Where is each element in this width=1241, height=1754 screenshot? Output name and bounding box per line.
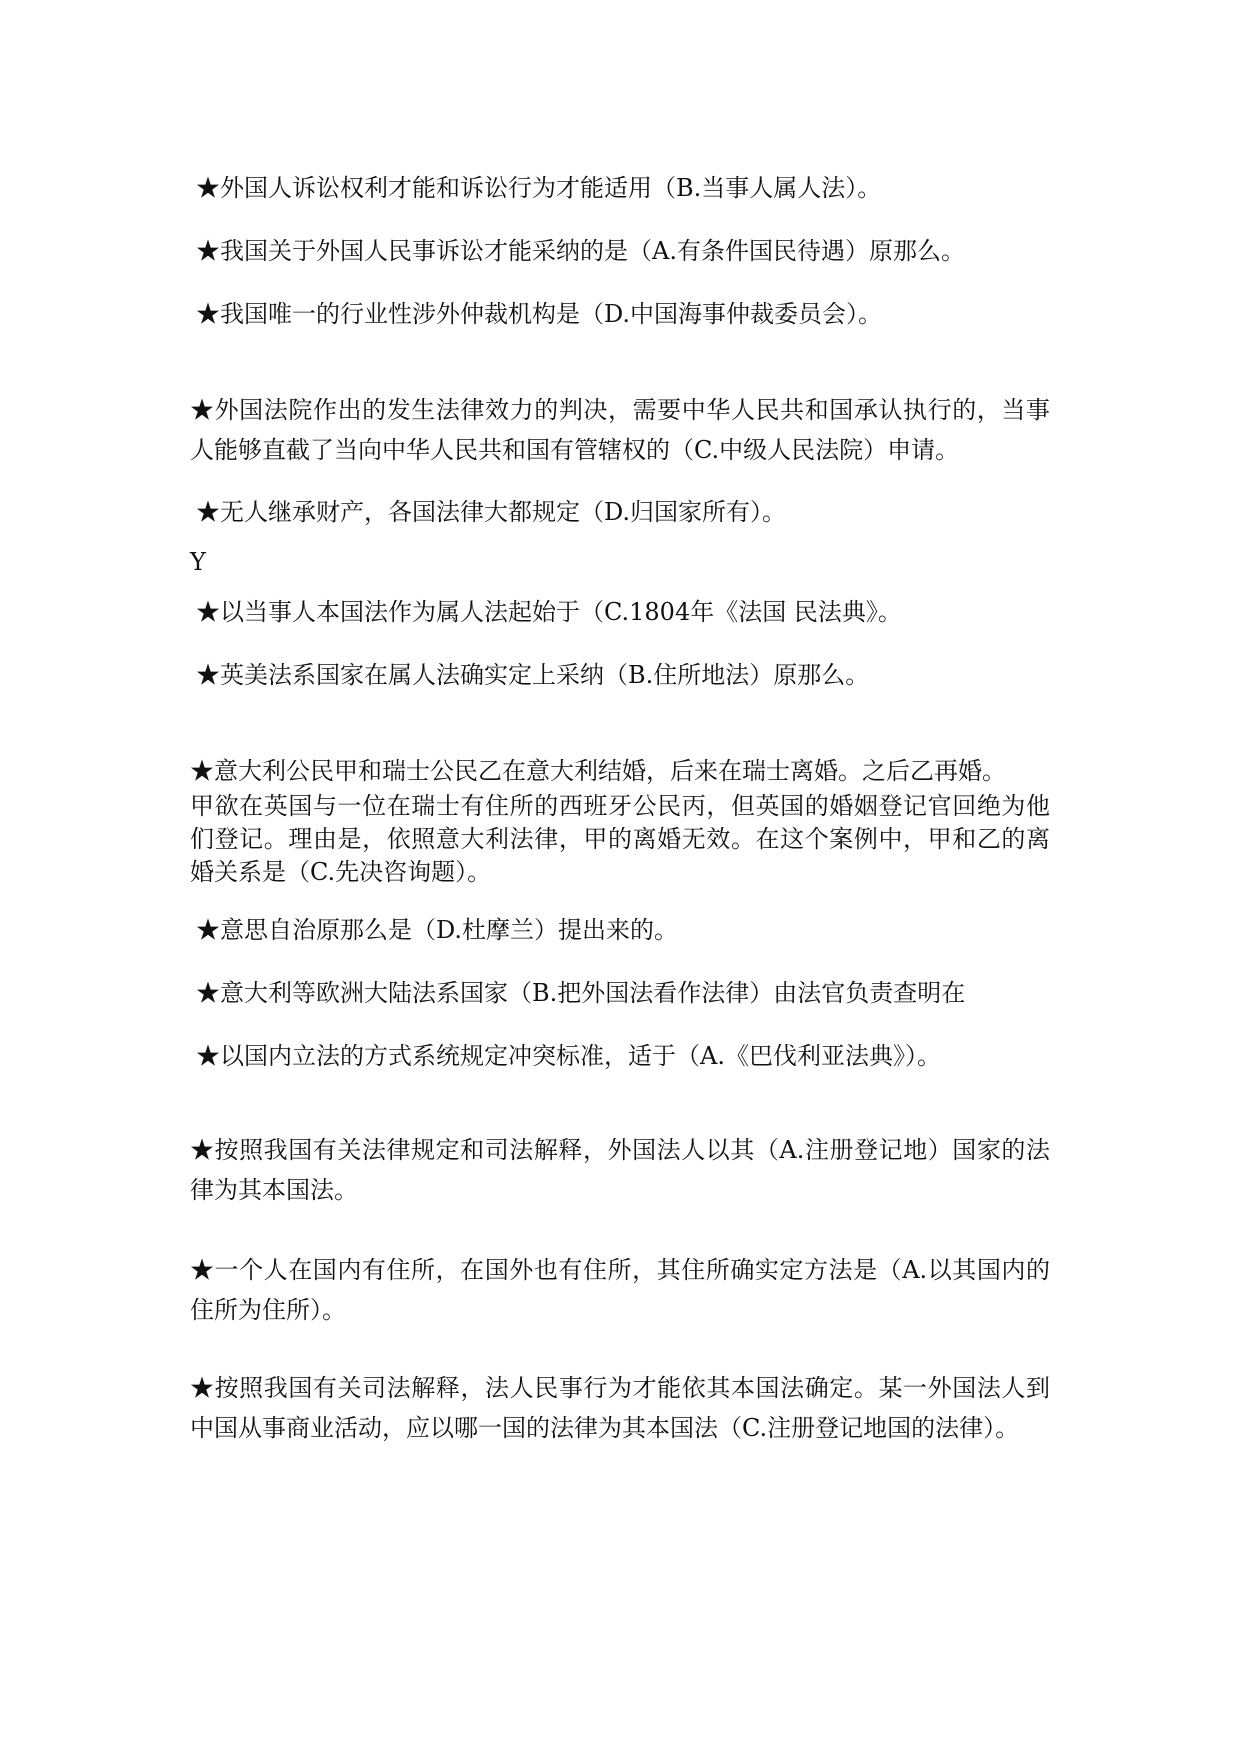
paragraph-2: ★我国关于外国人民事诉讼才能采纳的是（A.有条件国民待遇）原那么。 <box>196 237 965 265</box>
paragraph-3: ★我国唯一的行业性涉外仲裁机构是（D.中国海事仲裁委员会）。 <box>196 300 883 328</box>
paragraph-11: ★意思自治原那么是（D.杜摩兰）提出来的。 <box>196 916 679 944</box>
paragraph-1: ★外国人诉讼权利才能和诉讼行为才能适用（B.当事人属人法）。 <box>196 174 882 202</box>
paragraph-15: ★一个人在国内有住所，在国外也有住所，其住所确实定方法是（A.以其国内的住所为住所）。 <box>190 1256 1050 1324</box>
paragraph-7: ★以当事人本国法作为属人法起始于（C.1804年《法国 民法典》。 <box>196 598 902 626</box>
paragraph-14: ★按照我国有关法律规定和司法解释，外国法人以其（A.注册登记地）国家的法律为其本国法。 <box>190 1136 1050 1204</box>
paragraph-9: ★意大利公民甲和瑞士公民乙在意大利结婚，后来在瑞士离婚。之后乙再婚。 <box>190 757 1006 785</box>
paragraph-13: ★以国内立法的方式系统规定冲突标准，适于（A.《巴伐利亚法典》）。 <box>196 1042 941 1070</box>
paragraph-10: 甲欲在英国与一位在瑞士有住所的西班牙公民丙，但英国的婚姻登记官回绝为他们登记。理由是，依照意大利法律，甲的离婚无效。在这个案例中，甲和乙的离婚关系是（C.先决咨询题）。 <box>190 792 1050 886</box>
paragraph-8: ★英美法系国家在属人法确实定上采纳（B.住所地法）原那么。 <box>196 661 870 689</box>
paragraph-4: ★外国法院作出的发生法律效力的判决，需要中华人民共和国承认执行的，当事人能够直截了当向中华人民共和国有管辖权的（C.中级人民法院）申请。 <box>190 396 1050 464</box>
paragraph-5: ★无人继承财产，各国法律大都规定（D.归国家所有）。 <box>196 498 787 526</box>
paragraph-16: ★按照我国有关司法解释，法人民事行为才能依其本国法确定。某一外国法人到中国从事商业活动，应以哪一国的法律为其本国法（C.注册登记地国的法律）。 <box>190 1374 1050 1442</box>
paragraph-12: ★意大利等欧洲大陆法系国家（B.把外国法看作法律）由法官负责查明在 <box>196 979 966 1007</box>
paragraph-6: Y <box>190 548 206 576</box>
